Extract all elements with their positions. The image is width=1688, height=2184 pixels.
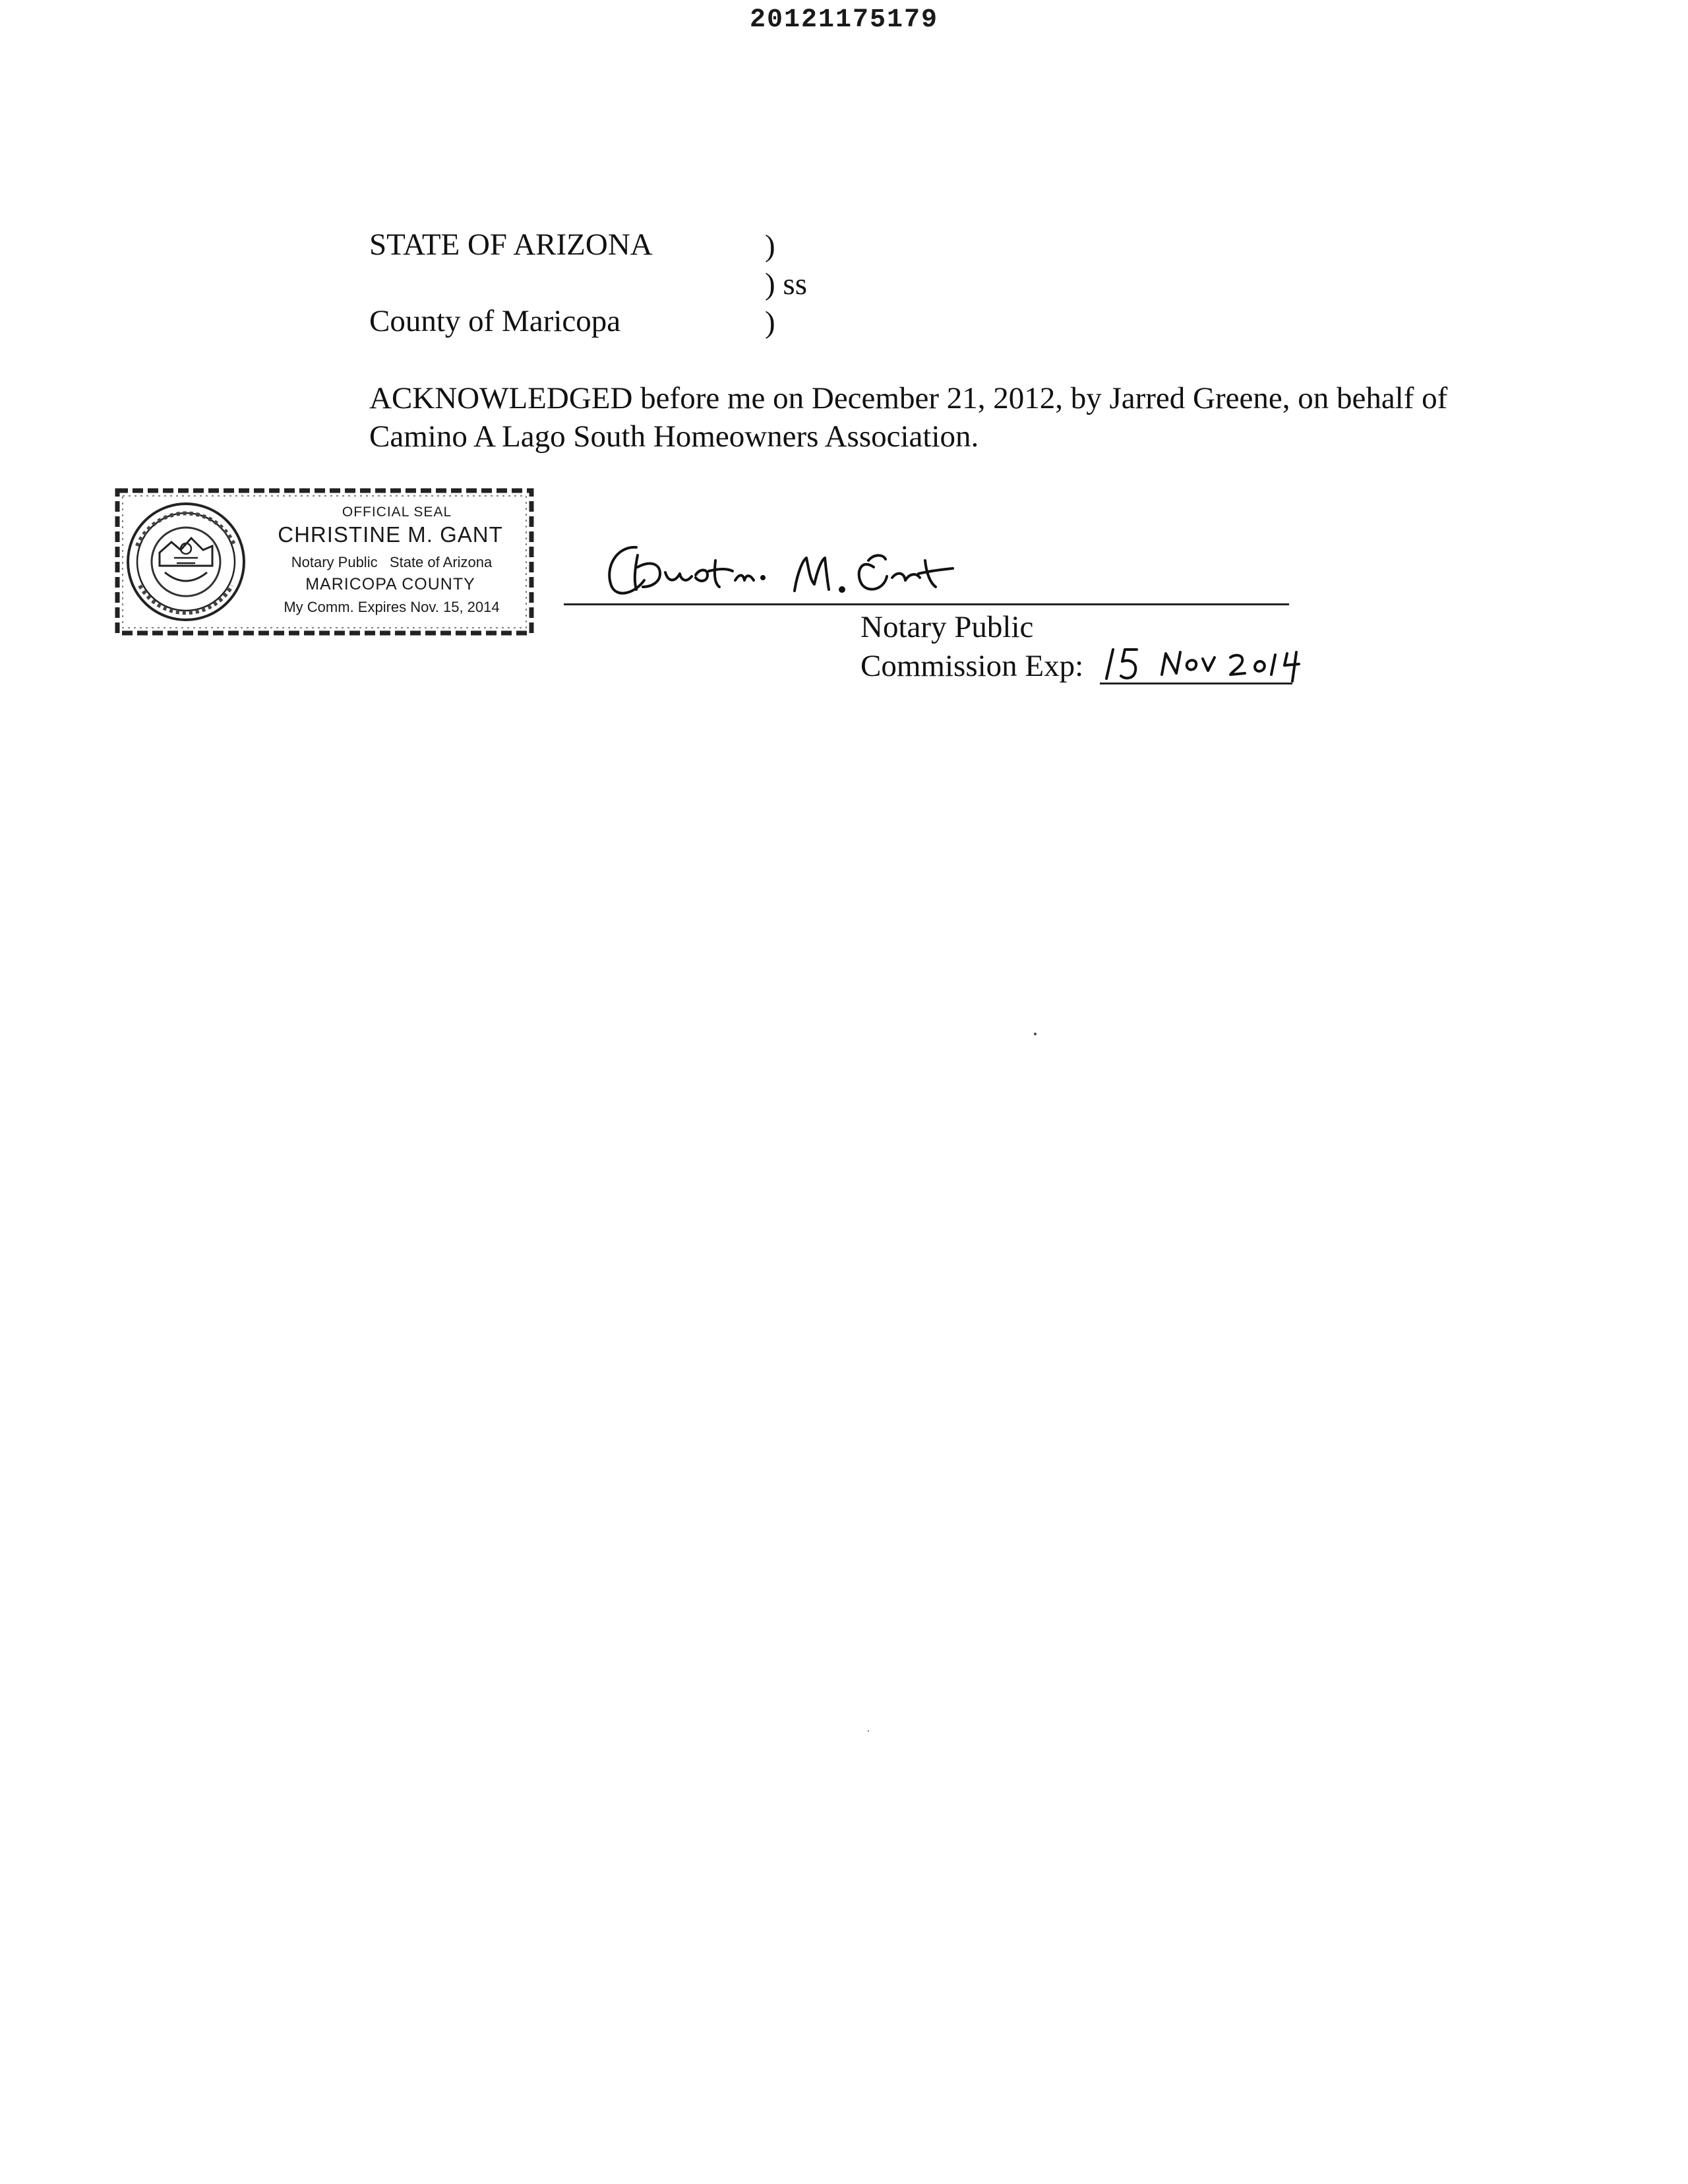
- notary-public-label: Notary Public: [860, 610, 1034, 644]
- seal-county: MARICOPA COUNTY: [305, 575, 475, 593]
- signature-line: [564, 603, 1289, 605]
- commission-exp-label: Commission Exp:: [860, 649, 1084, 683]
- seal-expiration: My Comm. Expires Nov. 15, 2014: [284, 599, 500, 615]
- acknowledgment-line-2: Camino A Lago South Homeowners Association.: [369, 419, 979, 454]
- acknowledgment-text: [369, 379, 1503, 456]
- venue-paren-bottom: ): [765, 305, 775, 340]
- arizona-great-seal-icon: [128, 504, 244, 620]
- county-label: County of Maricopa: [369, 304, 621, 338]
- notary-seal-stamp: [113, 487, 535, 637]
- state-label: STATE OF ARIZONA: [369, 228, 653, 262]
- notary-signature: [597, 534, 1006, 607]
- venue-paren-top: ): [765, 229, 775, 263]
- scan-speck: [1034, 1033, 1037, 1035]
- acknowledgment-line-1: ACKNOWLEDGED before me on December 21, 2012, by Jarred Greene, on behalf of: [369, 381, 1448, 415]
- scan-speck: [868, 1730, 869, 1732]
- venue-ss: ) ss: [765, 267, 807, 301]
- seal-notary-role: Notary Public State of Arizona: [291, 554, 493, 570]
- seal-title: OFFICIAL SEAL: [342, 504, 452, 520]
- commission-exp-line: [1100, 682, 1292, 684]
- seal-notary-name: CHRISTINE M. GANT: [278, 522, 503, 547]
- document-number: 20121175179: [749, 5, 939, 35]
